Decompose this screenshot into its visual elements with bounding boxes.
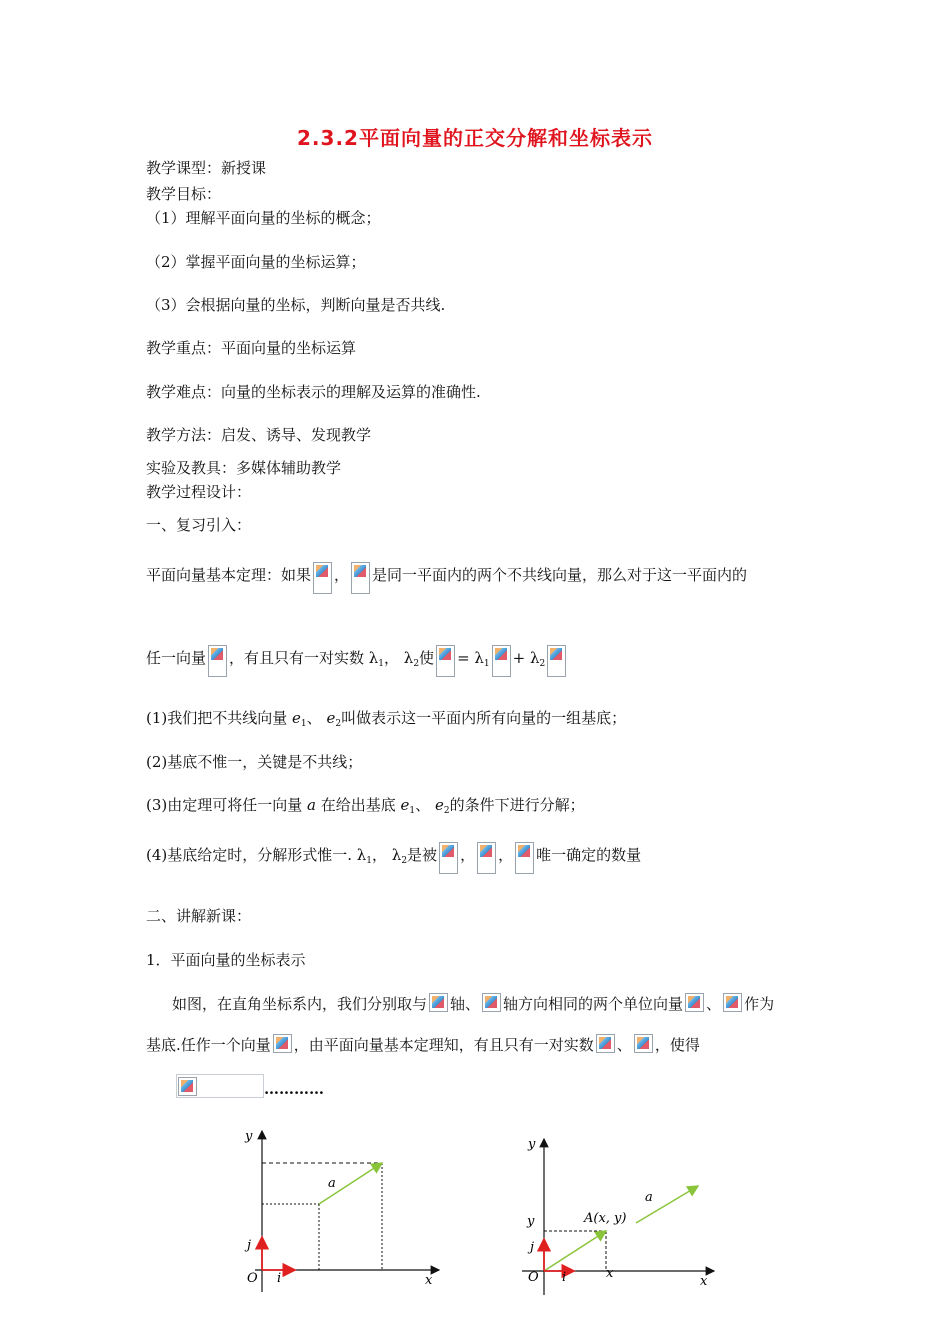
formula-image-icon [436,645,455,677]
right-coordinate-figure [510,1133,730,1298]
label-O: O [247,1271,258,1286]
note-1: (1)我们把不共线向量 $e_1$、 $e_2$叫做表示这一平面内所有向量的一组基底； [146,709,627,729]
label-i: i [277,1271,282,1286]
difficult-point: 教学难点：向量的坐标表示的理解及运算的准确性. [146,383,481,401]
label-A: A(x, y) [584,1211,627,1226]
formula-image-icon [439,842,458,874]
label-x: x [425,1273,433,1288]
section-2-heading: 二、讲解新课： [146,907,252,925]
label-j: j [247,1238,252,1253]
formula-image-icon [273,1034,292,1053]
formula-image-icon [178,1077,197,1096]
label-i: i [562,1270,567,1285]
formula-image-icon [547,645,566,677]
label-O: O [528,1270,539,1285]
formula-image-icon [492,645,511,677]
label-y: y [245,1129,253,1144]
objectives-label: 教学目标： [146,185,222,203]
label-x: x [700,1274,708,1289]
label-j: j [530,1240,535,1255]
objective-2: （2）掌握平面向量的坐标运算； [146,253,366,271]
formula-image-icon [429,993,448,1012]
objective-1: （1）理解平面向量的坐标的概念； [146,209,381,227]
formula-image-icon [634,1034,653,1053]
teaching-tools: 实验及教具：多媒体辅助教学 [146,459,342,477]
objective-3: （3）会根据向量的坐标，判断向量是否共线. [146,296,446,314]
note-2: (2)基底不惟一，关键是不共线； [146,753,363,771]
label-y: y [528,1137,536,1152]
any-vector-line: 任一向量 ，有且只有一对实数 $\lambda_1$， $\lambda_2$使 = $\lambda_1 + \lambda_2$ [146,645,568,677]
formula-image-icon [723,993,742,1012]
subsection-1: 1．平面向量的坐标表示 [146,951,306,969]
formula-image-icon [515,842,534,874]
formula-image-icon [313,562,332,594]
vector-OA [544,1231,606,1271]
formula-image-icon [685,993,704,1012]
label-y-value: y [527,1214,535,1229]
formula-line: ………… [176,1074,324,1098]
process-label: 教学过程设计： [146,483,252,501]
note-4: (4)基底给定时，分解形式惟一. $\lambda_1$， $\lambda_2$是被 ， ， 唯一确定的数量 [146,842,641,874]
section-1-heading: 一、复习引入： [146,516,252,534]
lesson-type: 教学课型：新授课 [146,159,267,177]
formula-image-icon [208,645,227,677]
page-title: 2.3.2平面向量的正交分解和坐标表示 [297,126,653,150]
para-2: 基底.任作一个向量 ，由平面向量基本定理知，有且只有一对实数 、 ，使得 [146,1036,700,1054]
theorem-line: 平面向量基本定理：如果 ， 是同一平面内的两个不共线向量，那么对于这一平面内的 [146,562,747,594]
label-a: a [645,1190,653,1205]
formula-box [176,1074,264,1098]
label-a: a [328,1176,336,1191]
formula-image-icon [482,993,501,1012]
para-1: 如图，在直角坐标系内，我们分别取与 轴、 轴方向相同的两个单位向量 、 作为 [172,995,775,1013]
key-point: 教学重点：平面向量的坐标运算 [146,339,357,357]
teaching-method: 教学方法：启发、诱导、发现教学 [146,426,372,444]
formula-image-icon [351,562,370,594]
formula-image-icon [596,1034,615,1053]
label-x-value: x [606,1266,614,1281]
note-3: (3)由定理可将任一向量 a 在给出基底 $e_1$、 $e_2$的条件下进行分解； [146,796,585,816]
left-coordinate-figure [225,1125,455,1295]
formula-image-icon [477,842,496,874]
